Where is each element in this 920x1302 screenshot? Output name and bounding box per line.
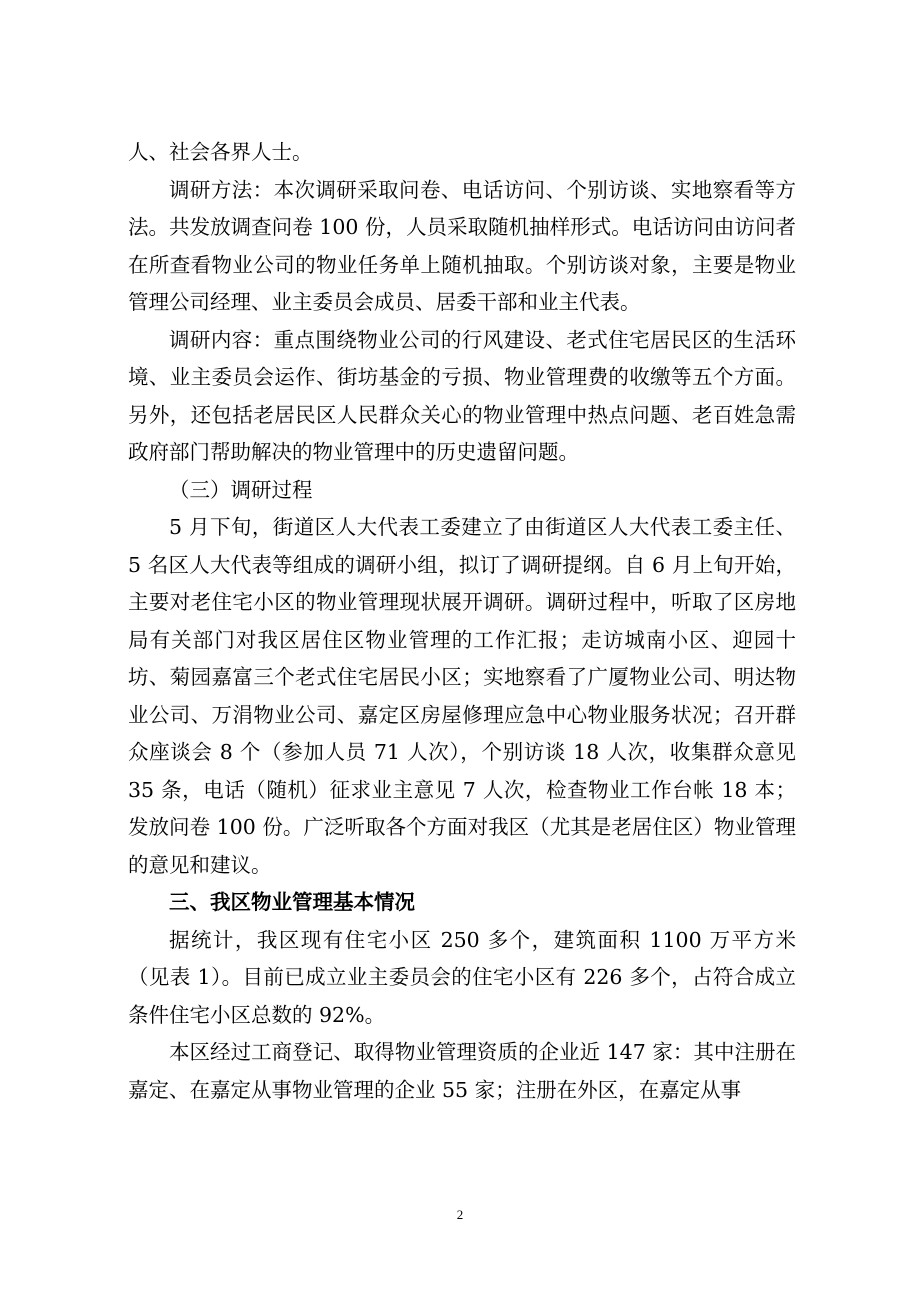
subheading-research-process: （三）调研过程 xyxy=(169,477,313,502)
paragraph-enterprises: 本区经过工商登记、取得物业管理资质的企业近 147 家：其中注册在嘉定、在嘉定从事物业管理的企业 55 家；注册在外区，在嘉定从事 xyxy=(128,1040,796,1102)
body-text xyxy=(128,134,796,1109)
paragraph-research-process: 5 月下旬，街道区人大代表工委建立了由街道区人大代表工委主任、5 名区人大代表等组成的调研小组，拟订了调研提纲。自 6 月上旬开始，主要对老住宅小区的物业管理现状展开调研。调研过程中，听取了区房地局有关部门对我区居住区物业管理的工作汇报；走访城南小区、迎园十坊、菊园嘉富三个老式住宅居民小区；实地察看了广厦物业公司、明达物业公司、万涓物业公司、嘉定区房屋修理应急中心物业服务状况；召开群众座谈会 8 个（参加人员 71 人次），个别访谈 18 人次，收集群众意见 35 条，电话（随机）征求业主意见 7 人次，检查物业工作台帐 18 本；发放问卷 100 份。广泛听取各个方面对我区（尤其是老居住区）物业管理的意见和建议。 xyxy=(128,515,796,877)
paragraph-research-content: 调研内容：重点围绕物业公司的行风建设、老式住宅居民区的生活环境、业主委员会运作、街坊基金的亏损、物业管理费的收缴等五个方面。另外，还包括老居民区人民群众关心的物业管理中热点问题、老百姓急需政府部门帮助解决的物业管理中的历史遗留问题。 xyxy=(128,327,796,464)
paragraph-statistics: 据统计，我区现有住宅小区 250 多个，建筑面积 1100 万平方米（见表 1）。目前已成立业主委员会的住宅小区有 226 多个，占符合成立条件住宅小区总数的 92%。 xyxy=(128,927,796,1027)
paragraph-research-method: 调研方法：本次调研采取问卷、电话访问、个别访谈、实地察看等方法。共发放调查问卷 100 份，人员采取随机抽样形式。电话访问由访问者在所查看物业公司的物业任务单上随机抽取。个别访谈对象，主要是物业管理公司经理、业主委员会成员、居委干部和业主代表。 xyxy=(128,177,796,314)
page-number: 2 xyxy=(456,1207,464,1222)
section-heading-basic-situation: 三、我区物业管理基本情况 xyxy=(169,890,415,914)
paragraph-continuation: 人、社会各界人士。 xyxy=(128,140,313,164)
